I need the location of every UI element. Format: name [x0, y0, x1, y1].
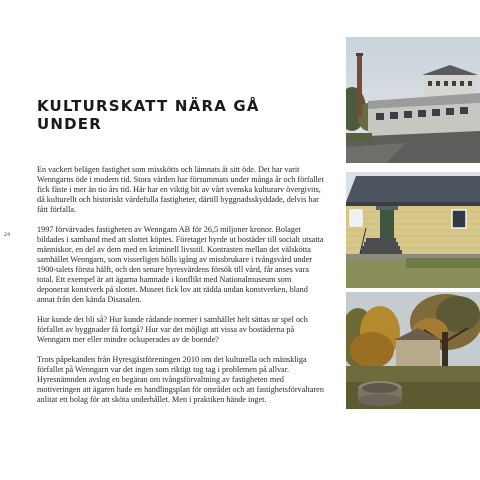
yellow-house-photo [346, 172, 480, 288]
article-body [37, 165, 325, 415]
paragraph-2: 1997 förvärvades fastigheten av Wenngarn AB för 26,5 miljoner kronor. Bolaget bildades i samband med att slottet köptes. Företaget hyrde ut bostäder till socialt utsatta människor, en del av dem med en kriminell livsstil. Kontrasten mellan det välskötta samhället Wenngarn, som visserligen hölls igång av missbrukare i tvångsvård under 1900-talets första hälft, och den senare hyresvärdens försök till vård, får anses vara total. Ett exempel är att ägarna hamnade i konflikt med Nationalmuseum som deponerat konstverk på slottet. Museet fick lov att rädda undan konstverken, bland annat från den kända Disasalen. [37, 225, 324, 304]
autumn-yard-photo [346, 292, 480, 409]
paragraph-4: Trots påpekanden från Hyresgästföreningen 2010 om det kulturella och mänskliga förfallet på Wenngarn var det ingen som riktigt tog tag i problemen på allvar. Hyresnämnden avslog en begäran om tvångsförvaltning av fastigheten med motiveringen att ägaren hade en handlingsplan för området och att fastighetsförvaltaren anlitat ett bolag för att sköta underhållet. Men i praktiken hände inget. [37, 355, 324, 404]
page-heading: KULTURSKATT NÄRA GÅ UNDER [37, 97, 260, 133]
page-number: 24 [4, 232, 10, 238]
paragraph-1: En vackert belägen fastighet som misskötts och lämnats åt sitt öde. Det har varit Wenngarns öde i modern tid. Stora värden har försummats under många år och förfallet fick fäste i mer än tio års tid. Här har en viktig bit av vårt svenska kulturarv övergivits, då kulturellt och historiskt värdefulla fastigheter, därtill byggnadsskyddade, delvis har fått förfalla. [37, 165, 324, 214]
industrial-building-photo [346, 37, 480, 163]
paragraph-3: Hur kunde det bli så? Hur kunde rådande normer i samhället helt sättas ur spel och förfallet av byggnader få fortgå? Hur var det möjligt att vissa av bostäderna på Wenngarn mer eller mindre ockuperades av de boende? [37, 315, 308, 344]
